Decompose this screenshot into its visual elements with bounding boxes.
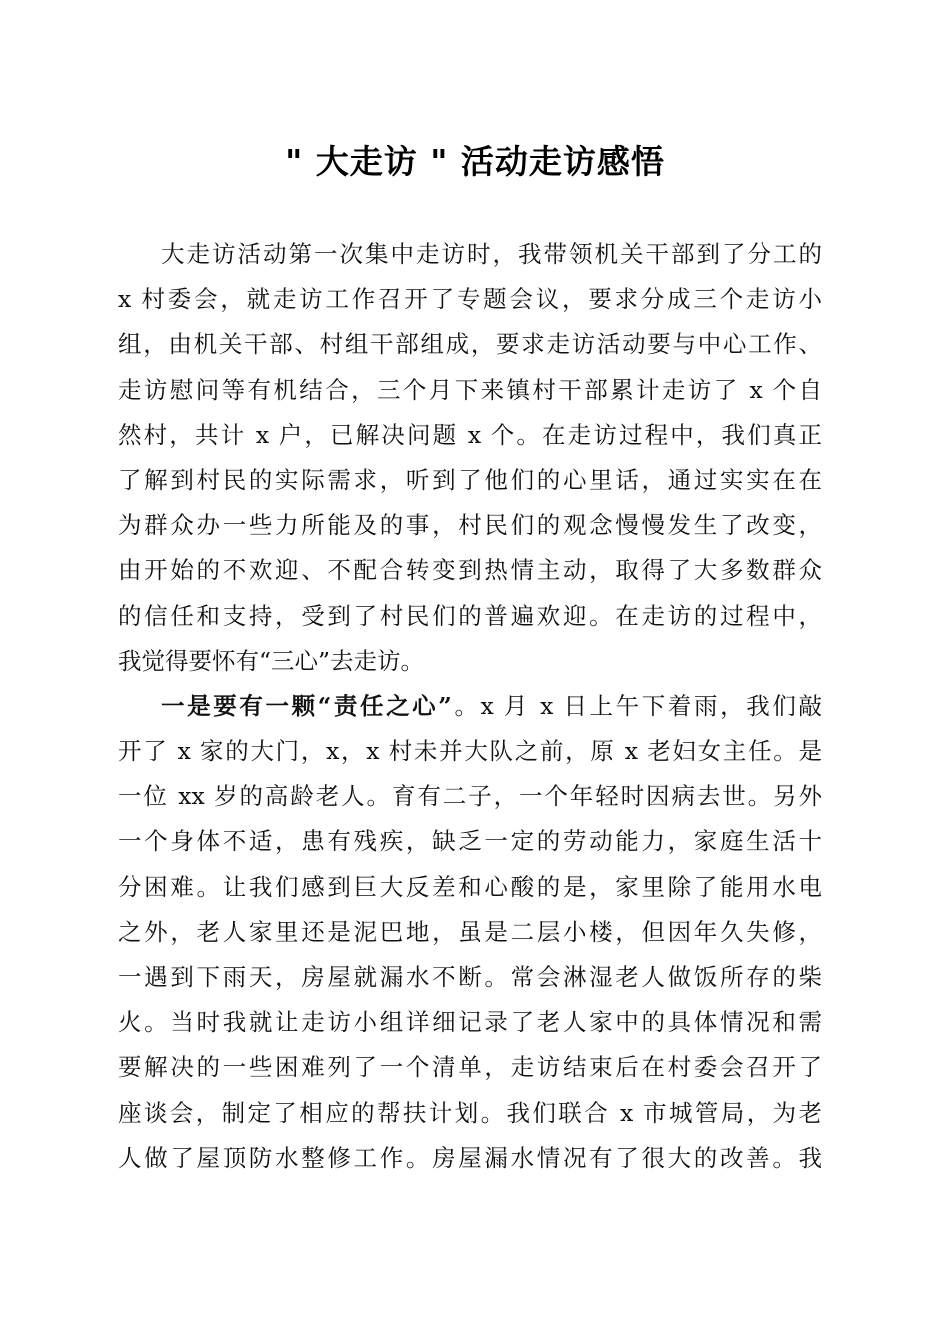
paragraph-line: 走访慰问等有机结合，三个月下来镇村干部累计走访了 x 个自 [118,375,822,404]
paragraph-1 [118,232,822,684]
paragraph-line: 分困难。让我们感到巨大反差和心酸的是，家里除了能用水电 [118,872,822,901]
paragraph-first-line-rest: 。x 月 x 日上午下着雨，我们敲 [451,691,822,720]
document-title: " 大走访 " 活动走访感悟 [285,142,665,181]
paragraph-line: 组，由机关干部、村组干部组成，要求走访活动要与中心工作、 [118,330,822,359]
paragraph-first-line [118,684,822,729]
paragraph-2 [118,684,822,1181]
paragraph-line: 之外，老人家里还是泥巴地，虽是二层小楼，但因年久失修， [118,917,822,946]
paragraph-line: 人做了屋顶防水整修工作。房屋漏水情况有了很大的改善。我 [118,1143,822,1172]
paragraph-line: x 村委会，就走访工作召开了专题会议，要求分成三个走访小 [118,285,822,314]
document-body [118,232,822,1181]
paragraph-line: 大走访活动第一次集中走访时，我带领机关干部到了分工的 [161,240,822,268]
paragraph-line: 一个身体不适，患有残疾，缺乏一定的劳动能力，家庭生活十 [118,827,822,856]
paragraph-line: 的信任和支持，受到了村民们的普遍欢迎。在走访的过程中， [118,601,822,630]
paragraph-lead-heading: 一是要有一颗“责任之心” [161,691,452,720]
paragraph-line: 要解决的一些困难列了一个清单，走访结束后在村委会召开了 [118,1053,822,1082]
paragraph-line: 我觉得要怀有“三心”去走访。 [118,646,425,675]
paragraph-line: 开了 x 家的大门，x，x 村未并大队之前，原 x 老妇女主任。是 [118,737,822,766]
paragraph-line: 了解到村民的实际需求，听到了他们的心里话，通过实实在在 [118,465,822,494]
paragraph-line: 为群众办一些力所能及的事，村民们的观念慢慢发生了改变， [118,511,822,540]
paragraph-line: 一遇到下雨天，房屋就漏水不断。常会淋湿老人做饭所存的柴 [118,963,822,991]
paragraph-line: 一位 xx 岁的高龄老人。育有二子，一个年轻时因病去世。另外 [118,782,822,811]
paragraph-line: 座谈会，制定了相应的帮扶计划。我们联合 x 市城管局，为老 [118,1098,822,1127]
paragraph-line: 由开始的不欢迎、不配合转变到热情主动，取得了大多数群众 [118,556,822,585]
paragraph-line: 然村，共计 x 户，已解决问题 x 个。在走访过程中，我们真正 [118,420,822,449]
paragraph-line: 火。当时我就让走访小组详细记录了老人家中的具体情况和需 [118,1008,822,1037]
